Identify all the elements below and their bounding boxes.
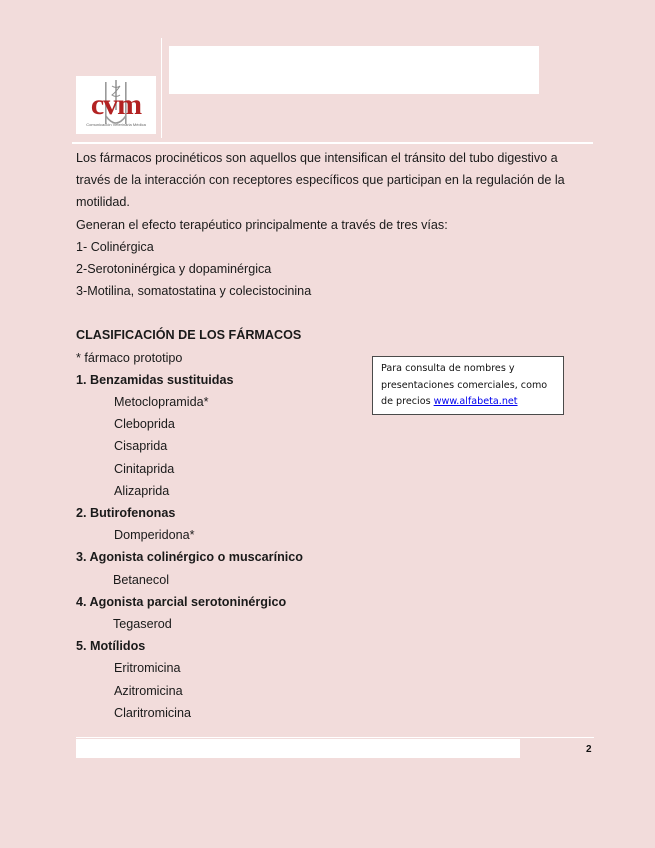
way-item: 2-Serotoninérgica y dopaminérgica xyxy=(76,262,272,277)
header-title-box xyxy=(169,46,539,94)
group-title: 5. Motílidos xyxy=(76,639,146,654)
ways-intro: Generan el efecto terapéutico principalmente a través de tres vías: xyxy=(76,217,448,232)
drug-item: Cinitaprida xyxy=(114,461,175,476)
page-number: 2 xyxy=(586,744,592,755)
cvm-logo xyxy=(76,76,156,134)
drug-item: Domperidona* xyxy=(114,528,195,543)
header-horizontal-rule xyxy=(72,142,593,144)
note-line-prefix: de precios xyxy=(381,396,434,407)
drug-item: Betanecol xyxy=(113,572,170,587)
way-item: 1- Colinérgica xyxy=(76,239,154,254)
commercial-names-note xyxy=(372,356,564,415)
group-title: 2. Butirofenonas xyxy=(76,506,176,521)
drug-item: Eritromicina xyxy=(114,661,181,676)
classification-heading: CLASIFICACIÓN DE LOS FÁRMACOS xyxy=(76,328,302,343)
group-title: 4. Agonista parcial serotoninérgico xyxy=(76,594,287,609)
note-line xyxy=(381,394,555,411)
document-body xyxy=(76,147,584,724)
drug-item: Metoclopramida* xyxy=(114,395,209,410)
drug-item: Tegaserod xyxy=(113,617,172,632)
prototype-note: * fármaco prototipo xyxy=(76,350,183,365)
footer-rule xyxy=(76,737,594,738)
section-spacer xyxy=(76,302,584,324)
way-item: 3-Motilina, somatostatina y colecistocinina xyxy=(76,284,312,299)
drug-item: Cleboprida xyxy=(114,417,175,432)
group-title: 3. Agonista colinérgico o muscarínico xyxy=(76,550,303,565)
header-vertical-rule xyxy=(161,38,162,138)
drug-item: Alizaprida xyxy=(114,483,170,498)
drug-item: Cisaprida xyxy=(114,439,168,454)
logo-subtitle: Comunicación Veterinaria Médica xyxy=(86,122,146,127)
group-title: 1. Benzamidas sustituidas xyxy=(76,372,234,387)
note-line: presentaciones comerciales, como xyxy=(381,379,548,391)
drug-item: Claritromicina xyxy=(114,705,191,720)
alfabeta-link[interactable]: www.alfabeta.net xyxy=(433,396,518,407)
intro-paragraph: Los fármacos procinéticos son aquellos que intensifican el tránsito del tubo digestivo a través de la interacción con receptores específicos que participan en la regulación de la motilidad. xyxy=(76,151,565,210)
logo-wordmark: cvm xyxy=(90,88,142,121)
footer-box xyxy=(76,739,520,758)
note-line: Para consulta de nombres y xyxy=(381,363,515,374)
drug-item: Azitromicina xyxy=(114,683,183,698)
